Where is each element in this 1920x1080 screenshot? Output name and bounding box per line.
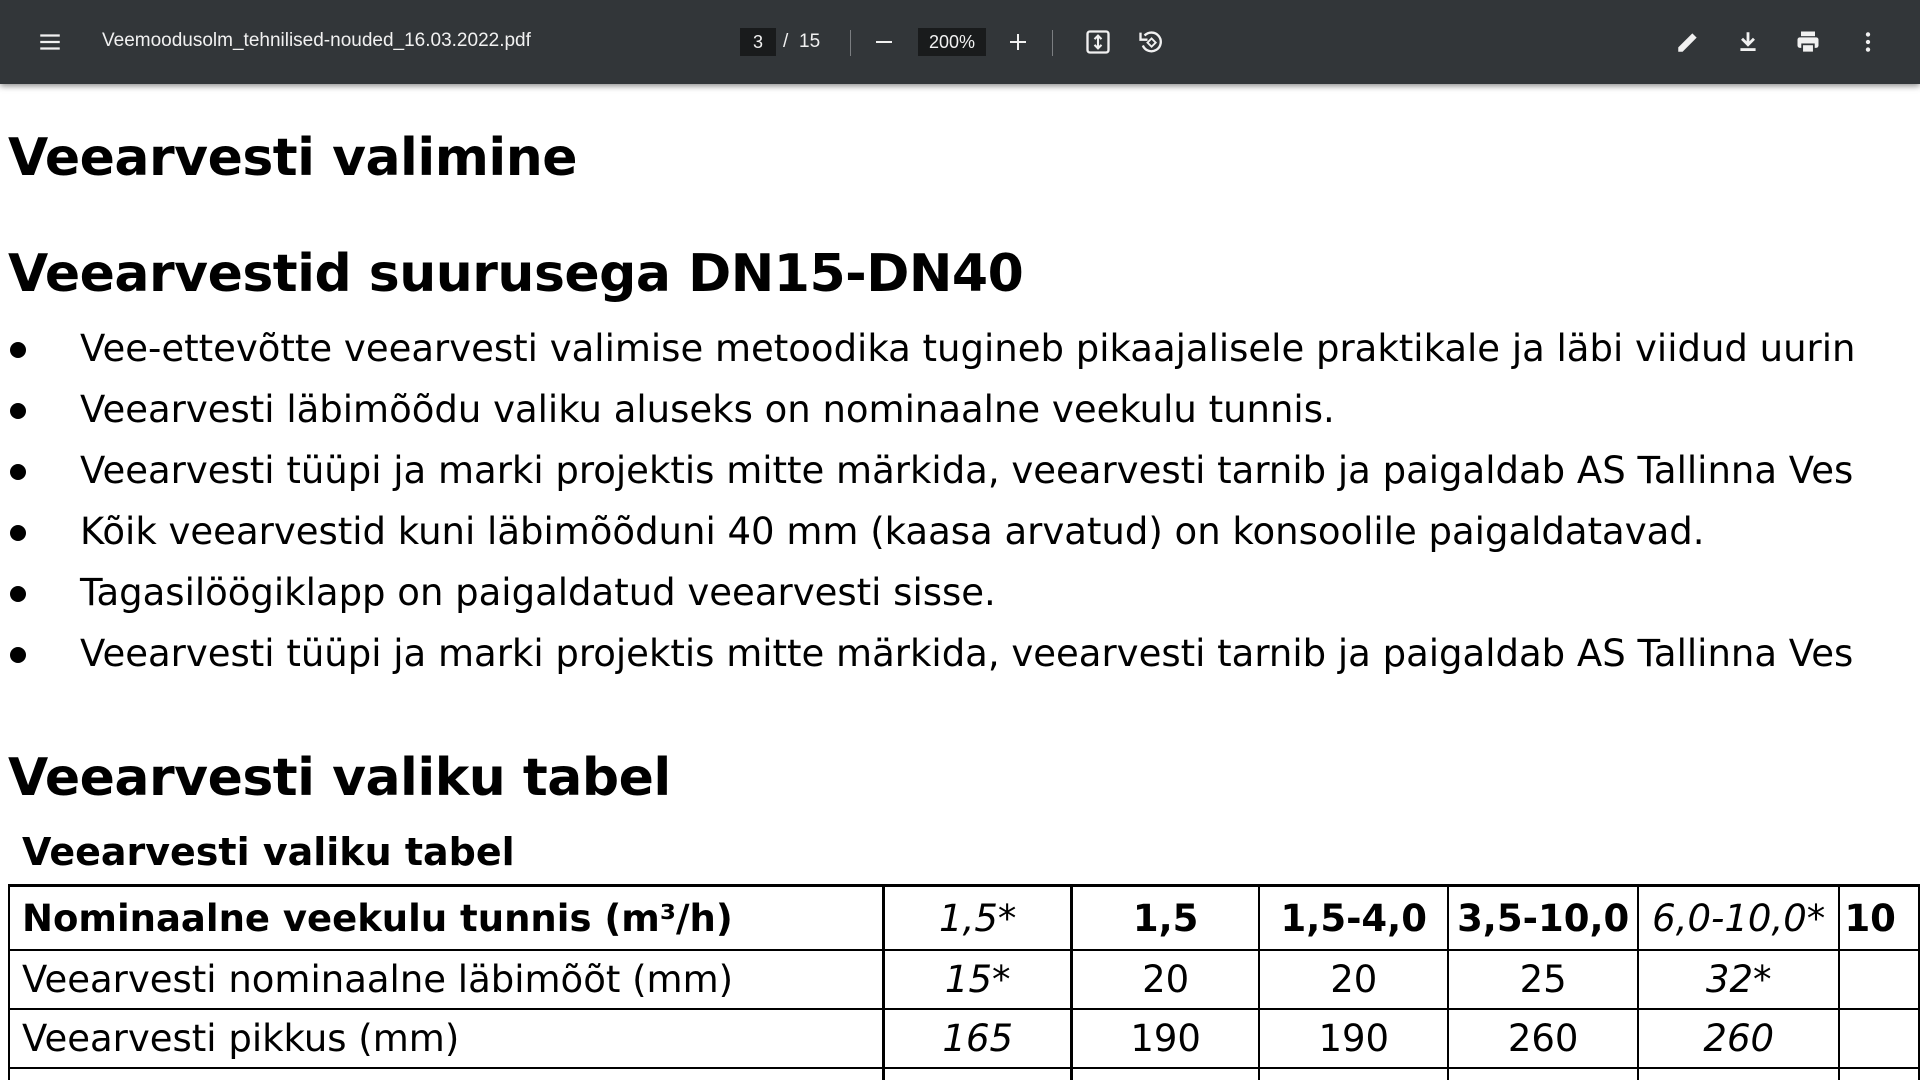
table-cell: 260: [1638, 1009, 1839, 1068]
table-cell: [1839, 950, 1919, 1009]
table-cell: Nominaalne veekulu tunnis (m³/h): [9, 886, 884, 951]
document-title: Veemoodusolm_tehnilised-nouded_16.03.2022.pdf: [102, 30, 531, 51]
toolbar-divider: [850, 30, 851, 56]
list-item: Tagasilöögiklapp on paigaldatud veearvesti sisse.: [0, 568, 1856, 629]
table-cell: 1,5-4,0: [1259, 886, 1448, 951]
download-button[interactable]: [1726, 20, 1770, 64]
table-cell: 32*: [1638, 950, 1839, 1009]
bullet-icon: [10, 525, 26, 541]
table-cell: 1,5*: [884, 886, 1072, 951]
heading-veearvesti-valimine: Veearvesti valimine: [8, 128, 577, 188]
menu-icon[interactable]: [28, 20, 72, 64]
table-cell: 3,5-10,0: [1448, 886, 1638, 951]
pdf-page-viewport[interactable]: [0, 84, 1920, 1080]
print-icon: [1794, 28, 1822, 56]
table-cell: 190: [1259, 1009, 1448, 1068]
table-cell: 25: [1448, 950, 1638, 1009]
list-item: Veearvesti läbimõõdu valiku aluseks on nominaalne veekulu tunnis.: [0, 385, 1856, 446]
table-cell: 1,5: [1072, 886, 1260, 951]
table-row: [9, 1009, 1919, 1068]
rotate-button[interactable]: [1129, 20, 1173, 64]
list-item: Veearvesti tüüpi ja marki projektis mitte märkida, veearvesti tarnib ja paigaldab AS Tallinna Ves: [0, 446, 1856, 507]
heading-valiku-tabel: Veearvesti valiku tabel: [8, 748, 671, 808]
plus-icon: [1006, 30, 1030, 54]
annotate-button[interactable]: [1666, 20, 1710, 64]
table-cell: [1839, 1009, 1919, 1068]
table-cell: 165: [884, 1009, 1072, 1068]
toolbar-divider: [1052, 30, 1053, 56]
table-cell: [1072, 1068, 1260, 1080]
table-cell: [1638, 1068, 1839, 1080]
zoom-in-button[interactable]: [996, 20, 1040, 64]
more-vertical-icon: [1855, 29, 1881, 55]
table-cell: 260: [1448, 1009, 1638, 1068]
table-cell: Veearvesti nominaalne läbimõõt (mm): [9, 950, 884, 1009]
download-icon: [1735, 29, 1761, 55]
page-number-input[interactable]: [740, 28, 776, 56]
table-cell: [1259, 1068, 1448, 1080]
minus-icon: [872, 30, 896, 54]
pencil-icon: [1675, 29, 1701, 55]
table-row: [9, 950, 1919, 1009]
list-item: Vee-ettevõtte veearvesti valimise metoodika tugineb pikaajalisele praktikale ja läbi viidud uurin: [0, 324, 1856, 385]
bullet-icon: [10, 647, 26, 663]
more-options-button[interactable]: [1846, 20, 1890, 64]
table-header-row: [9, 886, 1919, 951]
rotate-icon: [1137, 28, 1165, 56]
bullet-icon: [10, 464, 26, 480]
zoom-level-input[interactable]: [918, 28, 986, 56]
table-row: [9, 1068, 1919, 1080]
fit-to-page-icon: [1084, 28, 1112, 56]
table-cell: [1448, 1068, 1638, 1080]
table-cell: 20: [1259, 950, 1448, 1009]
table-cell: 10: [1839, 886, 1919, 951]
bullet-icon: [10, 403, 26, 419]
table-cell: 15*: [884, 950, 1072, 1009]
bullet-icon: [10, 342, 26, 358]
page-separator: /: [783, 31, 789, 52]
bullet-list: [0, 324, 1856, 690]
table-cell: Veearvesti pikkus (mm): [9, 1009, 884, 1068]
print-button[interactable]: [1786, 20, 1830, 64]
table-cell: 190: [1072, 1009, 1260, 1068]
table-cell: [9, 1068, 884, 1080]
zoom-out-button[interactable]: [862, 20, 906, 64]
list-item: Kõik veearvestid kuni läbimõõduni 40 mm (kaasa arvatud) on konsoolile paigaldatavad.: [0, 507, 1856, 568]
bullet-icon: [10, 586, 26, 602]
heading-dn15-dn40: Veearvestid suurusega DN15-DN40: [8, 244, 1024, 304]
table-cell: [1839, 1068, 1919, 1080]
table-cell: [884, 1068, 1072, 1080]
table-caption: Veearvesti valiku tabel: [22, 830, 515, 874]
total-pages: 15: [799, 31, 821, 52]
pdf-toolbar: [0, 0, 1920, 84]
fit-to-page-button[interactable]: [1076, 20, 1120, 64]
table-cell: 20: [1072, 950, 1260, 1009]
list-item: Veearvesti tüüpi ja marki projektis mitte märkida, veearvesti tarnib ja paigaldab AS Tallinna Ves: [0, 629, 1856, 690]
meter-selection-table: [8, 884, 1920, 1080]
table-cell: 6,0-10,0*: [1638, 886, 1839, 951]
